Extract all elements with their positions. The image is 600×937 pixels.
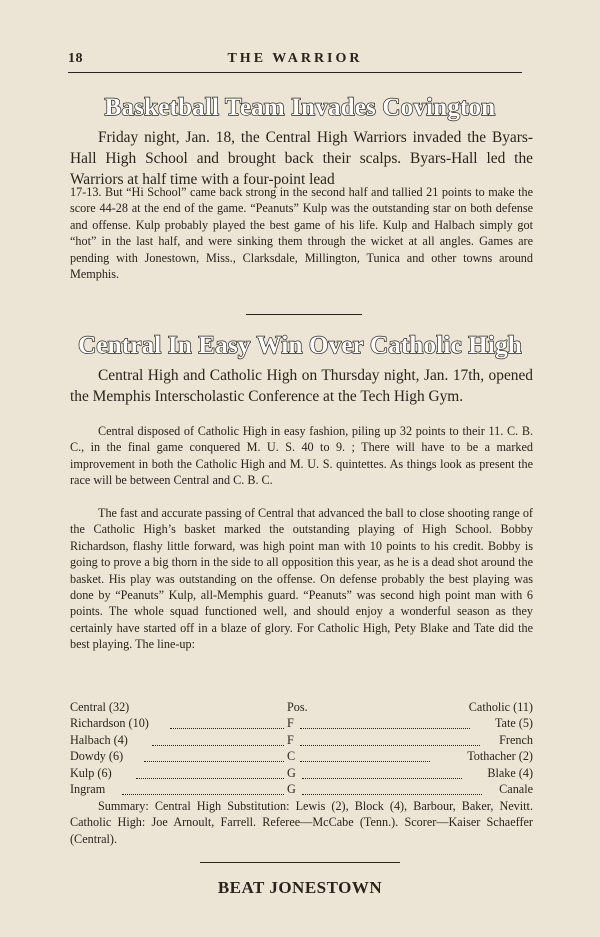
lineup-central-player: Halbach (4) [70, 732, 128, 747]
leader-dots [136, 778, 284, 779]
game-summary: Summary: Central High Substitution: Lewis (2), Block (4), Barbour, Baker, Nevitt. Catholic High: Joe Arnoult, Farrell. Referee—McCabe (Tenn.). Scorer—Kaiser Schaeffer (Central). [70, 799, 533, 846]
leader-dots [300, 728, 470, 729]
leader-dots [152, 745, 284, 746]
section-divider [246, 314, 362, 315]
lineup-catholic-player: Tothacher (2) [467, 749, 533, 764]
lineup-row [70, 782, 533, 798]
leader-dots [302, 778, 462, 779]
article1-lead: Friday night, Jan. 18, the Central High Warriors invaded the Byars-Hall High School and brought back their scalps. Byars-Hall led the Warriors at half time with a four-point lead [70, 129, 533, 188]
lineup-position: F [287, 716, 294, 731]
leader-dots [300, 761, 430, 762]
lineup-header-row [70, 700, 533, 716]
article1-body: 17-13. But “Hi School” came back strong in the second half and tallied 21 points to make the score 44-28 at the end of the game. “Peanuts” Kulp was the outstanding star on both defense and offense. Kulp probably played the best game of his life. Kulp and Halbach simply got “hot” in the last half, and were sinking them through the wicket at all angles. Games are pending with Jonestown, Miss., Clarksdale, Millington, Tunica and other towns around Memphis. [70, 185, 533, 282]
lineup-catholic-player: Canale [499, 781, 533, 796]
leader-dots [144, 761, 284, 762]
leader-dots [170, 728, 284, 729]
page-header [68, 48, 522, 74]
article2-paragraph-2: The fast and accurate passing of Central that advanced the ball to close shooting range of the Catholic High’s basket marked the outstanding playing of High School. Bobby Richardson, flashy little forward, was high point man with 10 points to his credit. Bobby is going to prove a big thorn in the side to all opposition this year, as he is a dead shot around the basket. His play was outstanding on the offense. On defense probably the best playing was done by “Peanuts” Kulp, all-Memphis guard. “Peanuts” was second high point man with 6 points. The whole squad functioned well, and should enjoy a wonderful season as they certainly have started off in a blaze of glory. For Catholic High, Pety Blake and Tate did the best playing. The line-up: [70, 506, 533, 652]
lineup-position: G [287, 765, 296, 780]
article1-headline: Basketball Team Invades Covington [104, 94, 496, 121]
footer-divider [200, 862, 400, 863]
lineup-central-player: Dowdy (6) [70, 749, 124, 764]
lineup-header-catholic: Catholic (11) [468, 700, 533, 714]
lineup-catholic-player: Tate (5) [494, 716, 533, 731]
lineup-row [70, 749, 533, 765]
lineup-position: F [287, 732, 294, 747]
lineup-header-pos: Pos. [287, 700, 308, 714]
lineup-row [70, 716, 533, 732]
lineup-catholic-player: French [499, 732, 533, 747]
lineup-row [70, 733, 533, 749]
page-number: 18 [68, 51, 83, 66]
lineup-central-player: Richardson (10) [70, 716, 149, 731]
lineup-central-player: Ingram [70, 781, 106, 796]
lineup-row [70, 766, 533, 782]
article2-paragraph-1: Central disposed of Catholic High in easy fashion, piling up 32 points to their 11. C. B. C., in the final game conquered M. U. S. 40 to 9. ; There will have to be a marked improvement in both the Catholic High and M. U. S. quintettes. As things look as present the race will be between Central and C. B. C. [70, 424, 533, 488]
footer-slogan: BEAT JONESTOWN [217, 878, 383, 897]
article2-headline: Central In Easy Win Over Catholic High [78, 332, 522, 359]
running-title: THE WARRIOR [227, 51, 363, 66]
leader-dots [302, 794, 482, 795]
leader-dots [300, 745, 480, 746]
lineup-header-central: Central (32) [70, 700, 130, 714]
lineup-position: G [287, 781, 296, 796]
lineup-catholic-player: Blake (4) [487, 765, 533, 780]
leader-dots [122, 794, 284, 795]
lineup-position: C [287, 749, 296, 764]
header-rule [68, 72, 522, 73]
lineup-central-player: Kulp (6) [70, 765, 112, 780]
article2-lead: Central High and Catholic High on Thursday night, Jan. 17th, opened the Memphis Interscholastic Conference at the Tech High Gym. [70, 367, 533, 405]
lineup-table [70, 700, 533, 798]
